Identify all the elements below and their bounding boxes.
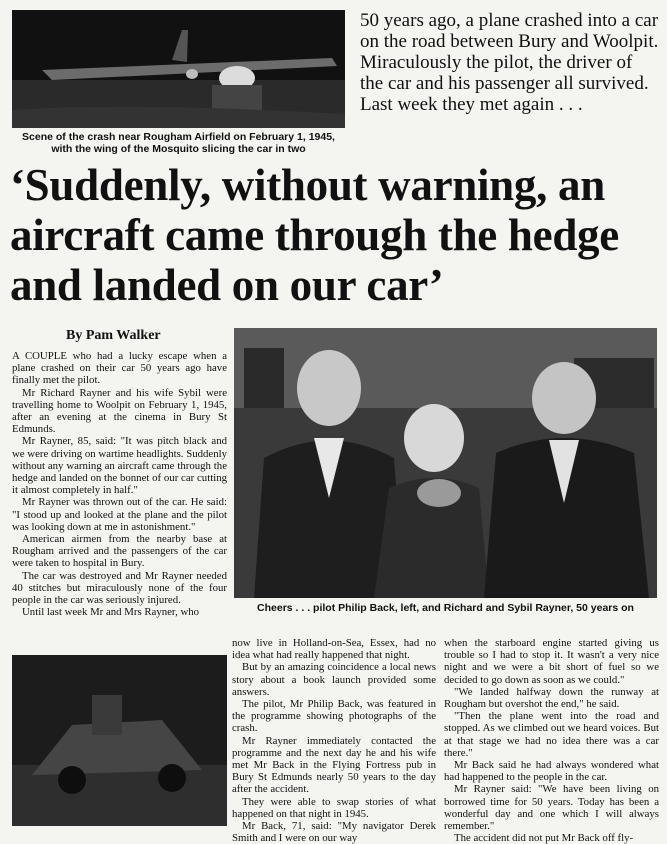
paragraph: Mr Richard Rayner and his wife Sybil were travelling home to Woolpit on February 1, 1945, after an evening at the cinema in Bury St Edmunds. (12, 386, 227, 436)
main-photo-caption: Cheers . . . pilot Philip Back, left, and Richard and Sybil Rayner, 50 years on (257, 602, 634, 614)
article-column-2 (232, 637, 436, 844)
paragraph: The accident did not put Mr Back off fly- (454, 832, 634, 844)
paragraph: now live in Holland-on-Sea, Essex, had no idea what had really happened that night. (232, 637, 436, 662)
paragraph: Mr Back, 71, said: "My navigator Derek Smith and I were on our way (232, 820, 436, 844)
paragraph: The car was destroyed and Mr Rayner needed 40 stitches but miraculously none of the four people in the car was seriously injured. (12, 569, 227, 607)
paragraph: "Then the plane went into the road and stopped. As we climbed out we heard voices. But at that stage we had no idea there was a car there." (444, 710, 659, 759)
paragraph: Mr Rayner immediately contacted the programme and the next day he and his wife met Mr Back in the Flying Fortress pub in Bury St Edmunds nearly 50 years to the day after the accident. (232, 734, 436, 796)
paragraph: Mr Back said he had always wondered what had happened to the people in the car. (444, 759, 659, 784)
headline: ‘Suddenly, without warning, an aircraft came through the hedge and landed on our car’ (10, 160, 619, 310)
paragraph: Mr Rayner was thrown out of the car. He said: "I stood up and looked at the plane and the pilot was looking down at me in astonishment." (12, 496, 227, 533)
crash-photo (12, 10, 345, 128)
paragraph: Until last week Mr and Mrs Rayner, who (22, 606, 200, 619)
paragraph: when the starboard engine started giving us trouble so I had to stop it. It wasn't a very nice night and we were a bit short of fuel so we decided to go down as soon as we could." (444, 637, 659, 686)
article-column-3 (444, 637, 659, 844)
paragraph: But by an amazing coincidence a local news story about a book launch provided some answers. (232, 661, 436, 698)
paragraph: A COUPLE who had a lucky escape when a plane crashed on their car 50 years ago have finally met the pilot. (12, 350, 227, 387)
paragraph: American airmen from the nearby base at Rougham arrived and the passengers of the car were taken to hospital in Bury. (12, 533, 227, 570)
paragraph: Mr Rayner, 85, said: "It was pitch black and we were driving on wartime headlights. Suddenly without any warning an aircraft came through the hedge and landed on the bonnet of our car cutting it almost completely in half." (12, 435, 227, 497)
car-wreck-photo (12, 655, 227, 826)
paragraph: They were able to swap stories of what happened on that night in 1945. (232, 795, 436, 820)
intro-standfirst: 50 years ago, a plane crashed into a car on the road between Bury and Woolpit. Miraculously the pilot, the driver of the car and his passenger all survived. Last week they met again . . . (360, 10, 659, 115)
paragraph: Mr Rayner said: "We have been living on borrowed time for 50 years. Today has been a wonderful day and one which I will always remember." (444, 783, 659, 833)
article-column-1 (12, 350, 227, 618)
top-photo-caption: Scene of the crash near Rougham Airfield on February 1, 1945, with the wing of the Mosquito slicing the car in two (22, 131, 335, 155)
byline: By Pam Walker (66, 328, 161, 343)
paragraph: The pilot, Mr Philip Back, was featured in the programme showing photographs of the crash. (232, 698, 436, 735)
main-photo (234, 328, 657, 598)
paragraph: "We landed halfway down the runway at Rougham but overshot the end," he said. (444, 685, 659, 711)
